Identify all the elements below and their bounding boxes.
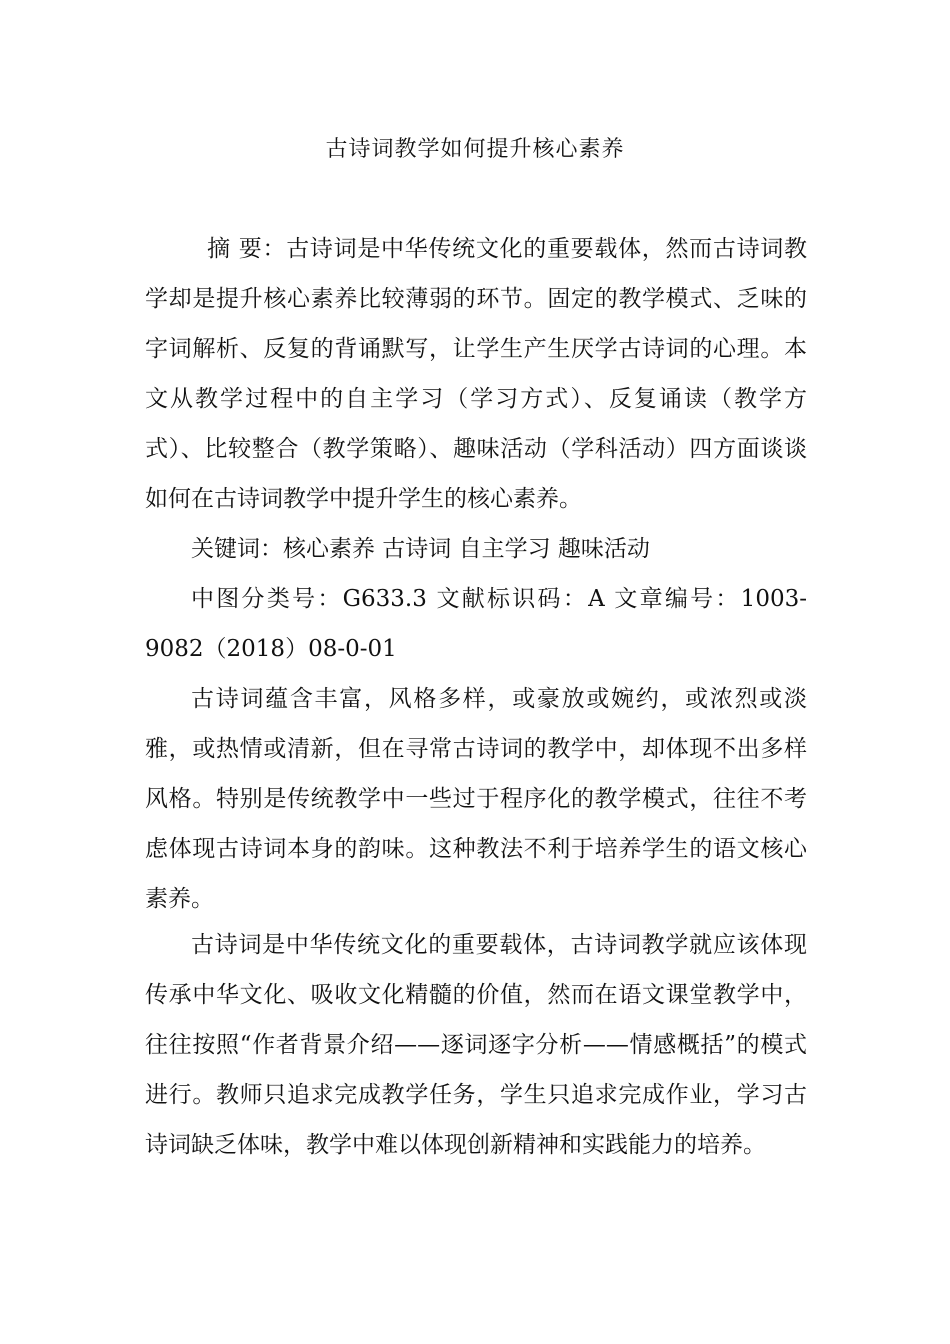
keywords-line: 关键词：核心素养 古诗词 自主学习 趣味活动 — [191, 536, 650, 562]
document-title: 古诗词教学如何提升核心素养 — [325, 137, 625, 162]
abstract-paragraph: 摘 要：古诗词是中华传统文化的重要载体，然而古诗词教学却是提升核心素养比较薄弱的环节。固定的教学模式、乏味的字词解析、反复的背诵默写，让学生产生厌学古诗词的心理。本文从教学过程中的自主学习（学习方式）、反复诵读（教学方式）、比较整合（教学策略）、趣味活动（学科活动）四方面谈谈如何在古诗词教学中提升学生的核心素养。 — [145, 236, 807, 512]
body-paragraph: 古诗词蕴含丰富，风格多样，或豪放或婉约，或浓烈或淡雅，或热情或清新，但在寻常古诗词的教学中，却体现不出多样风格。特别是传统教学中一些过于程序化的教学模式，往往不考虑体现古诗词本身的韵味。这种教法不利于培养学生的语文核心素养。 — [145, 686, 807, 912]
classification-line: 中图分类号：G633.3 文献标识码：A 文章编号：1003-9082（2018）08-0-01 — [145, 586, 807, 662]
body-paragraph: 古诗词是中华传统文化的重要载体，古诗词教学就应该体现传承中华文化、吸收文化精髓的价值，然而在语文课堂教学中，往往按照“作者背景介绍——逐词逐字分析——情感概括”的模式进行。教师只追求完成教学任务，学生只追求完成作业，学习古诗词缺乏体味，教学中难以体现创新精神和实践能力的培养。 — [145, 932, 807, 1158]
document-body — [145, 920, 807, 1170]
document-front-matter — [145, 224, 807, 924]
